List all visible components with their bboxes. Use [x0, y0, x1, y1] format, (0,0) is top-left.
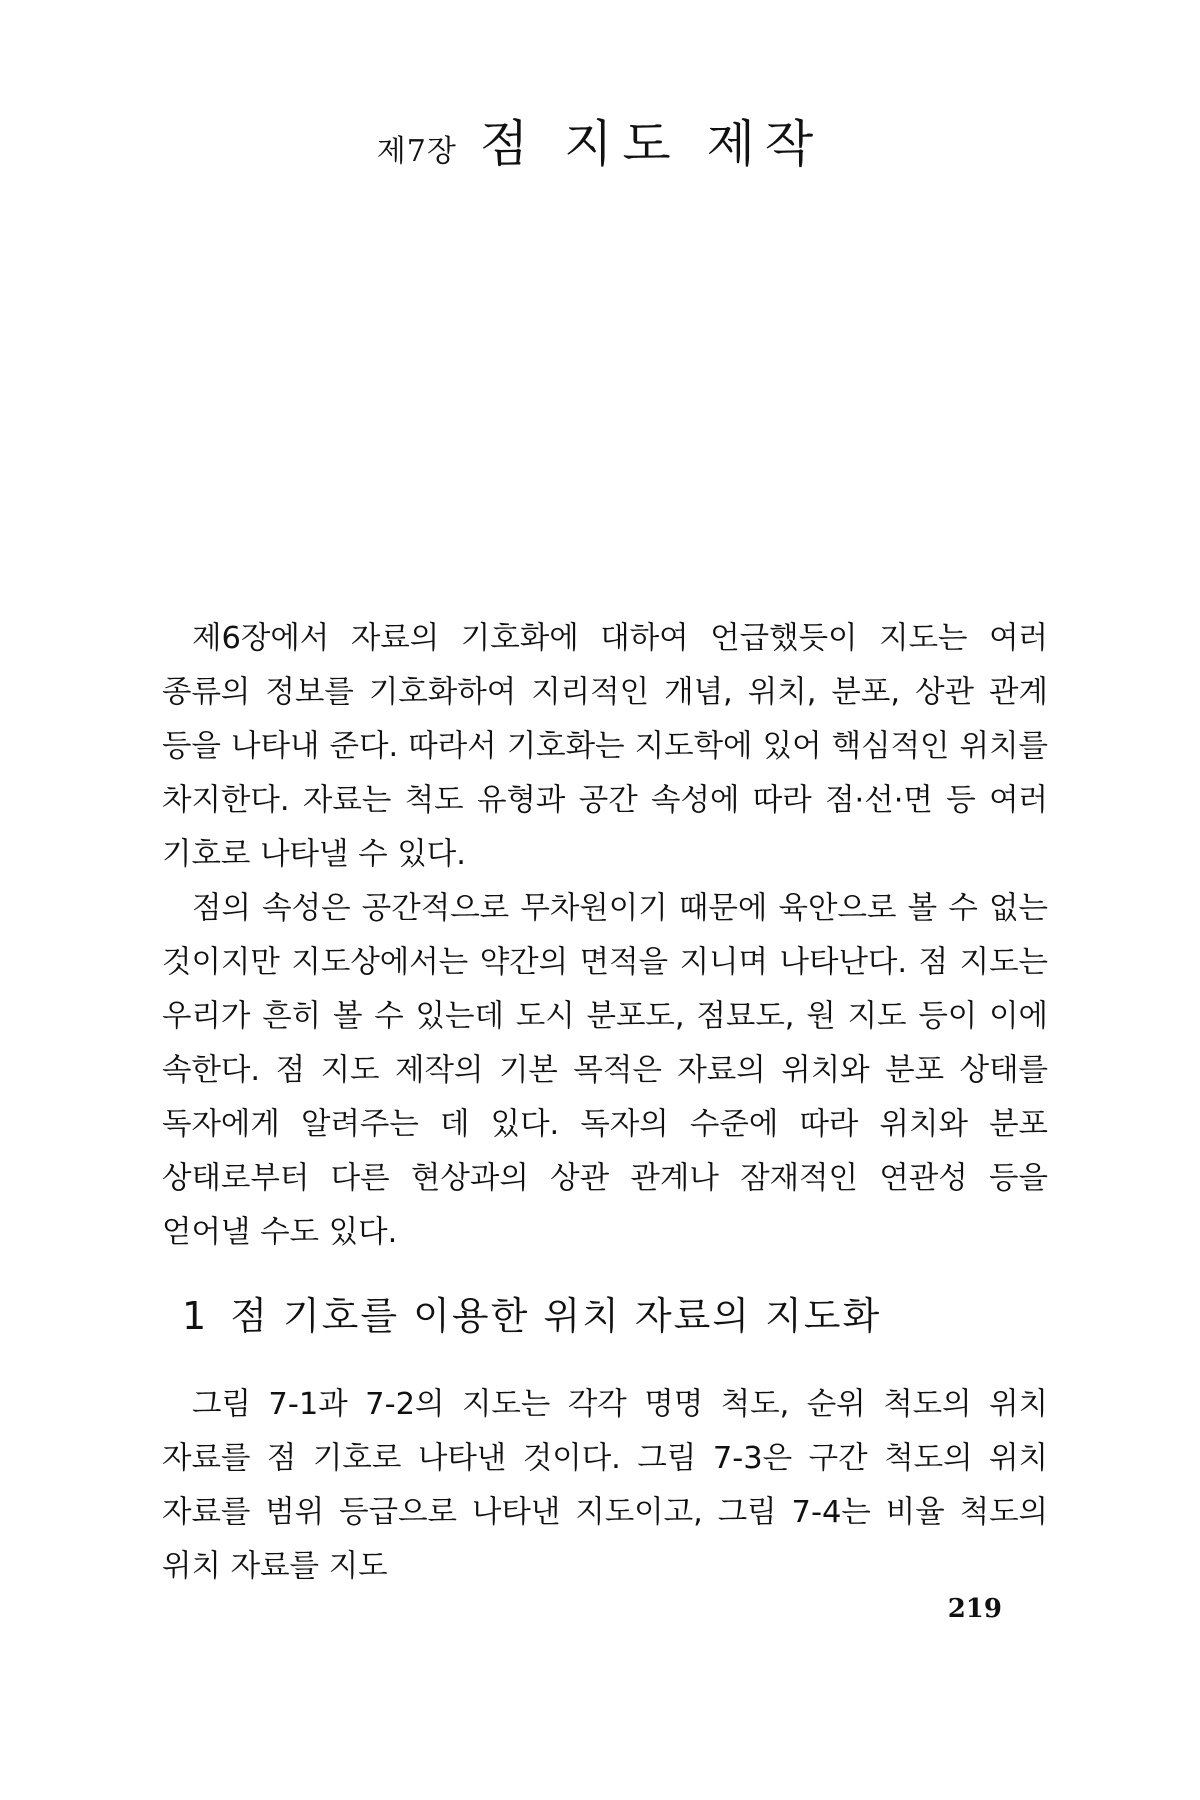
chapter-title: 점 지도 제작 — [479, 115, 824, 173]
section-paragraph: 그림 7-1과 7-2의 지도는 각각 명명 척도, 순위 척도의 위치 자료를 점 기호로 나타낸 것이다. 그림 7-3은 구간 척도의 위치 자료를 범위 등급으로 나타낸 지도이고, 그림 7-4는 비율 척도의 위치 자료를 지도 — [162, 1387, 1048, 1584]
section-number: 1 — [182, 1294, 209, 1338]
chapter-intro — [162, 612, 1048, 1260]
section-body — [162, 1378, 1048, 1594]
chapter-header — [0, 104, 1200, 176]
intro-paragraph-2: 점의 속성은 공간적으로 무차원이기 때문에 육안으로 볼 수 없는 것이지만 지도상에서는 약간의 면적을 지니며 나타난다. 점 지도는 우리가 흔히 볼 수 있는데 도시 분포도, 점묘도, 원 지도 등이 이에 속한다. 점 지도 제작의 기본 목적은 자료의 위치와 분포 상태를 독자에게 알려주는 데 있다. 독자의 수준에 따라 위치와 분포 상태로부터 다른 현상과의 상관 관계나 잠재적인 연관성 등을 얻어낼 수도 있다. — [162, 891, 1048, 1250]
intro-paragraph-1: 제6장에서 자료의 기호화에 대하여 언급했듯이 지도는 여러 종류의 정보를 기호화하여 지리적인 개념, 위치, 분포, 상관 관계 등을 나타내 준다. 따라서 기호화는 지도학에 있어 핵심적인 위치를 차지한다. 자료는 척도 유형과 공간 속성에 따라 점·선·면 등 여러 기호로 나타낼 수 있다. — [162, 621, 1048, 872]
section-title: 점 기호를 이용한 위치 자료의 지도화 — [230, 1294, 882, 1338]
chapter-label: 제7장 — [376, 134, 457, 169]
section-heading — [182, 1285, 881, 1340]
page-number: 219 — [947, 1594, 1002, 1624]
